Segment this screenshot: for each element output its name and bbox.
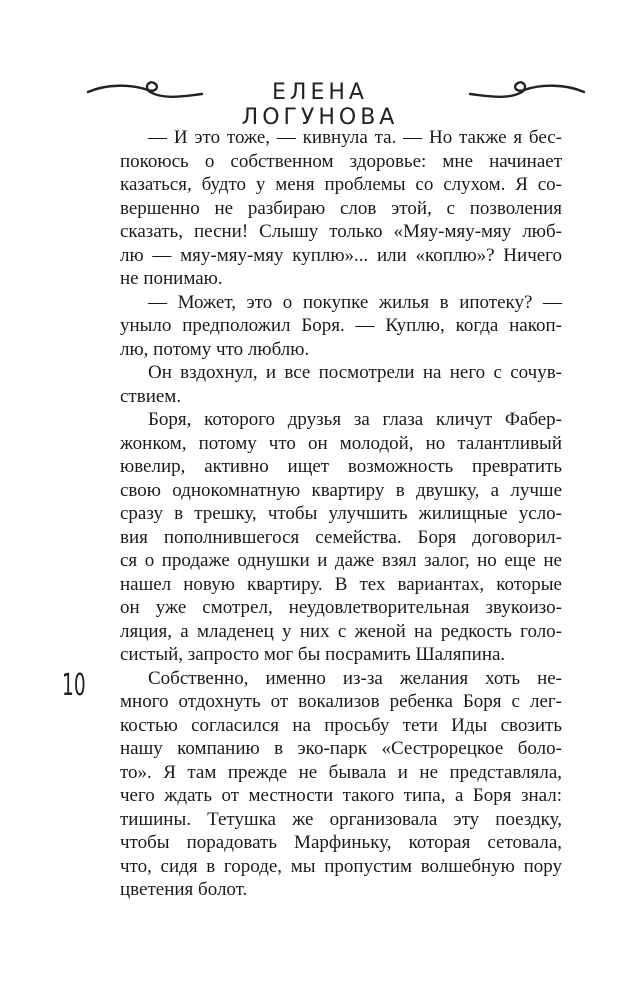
body-text [120, 126, 562, 902]
right-ornament-icon [468, 78, 586, 104]
page-number: 10 [62, 668, 86, 703]
text-line: цветения болот. [120, 879, 248, 900]
running-header [0, 74, 640, 130]
text-line: вершенно не разбираю слов этой, с позволения [120, 197, 562, 219]
text-line: то». Я там прежде не бывала и не представляла, [120, 761, 562, 783]
text-line: Он вздохнул, и все посмотрели на него с сочув- [148, 362, 562, 383]
text-line: тишины. Тетушка же организовала эту поездку, [120, 808, 562, 830]
left-ornament-icon [86, 78, 204, 104]
text-line: ствием. [120, 385, 182, 407]
text-line: лю, потому что люблю. [120, 338, 310, 360]
text-line: костью согласился на просьбу тети Иды свозить [120, 714, 562, 736]
text-line: чтобы порадовать Марфиньку, которая сетовала, [120, 832, 562, 853]
text-line: уныло предположил Боря. — Куплю, когда накоп- [120, 315, 562, 336]
text-line: — И это тоже, — кивнула та. — Но также я бес- [148, 127, 562, 148]
text-line: сразу в трешку, чтобы улучшить жилищные усло- [120, 503, 562, 524]
author-name: ЕЛЕНА ЛОГУНОВА [241, 80, 399, 130]
text-line: Боря, которого друзья за глаза кличут Фабер- [148, 409, 562, 430]
text-line: сказать, песни! Слышу только «Мяу-мяу-мяу люб- [120, 221, 562, 242]
text-line: лю — мяу-мяу-мяу куплю»... или «коплю»? Ничего [120, 244, 562, 266]
text-line: свою однокомнатную квартиру в двушку, а лучше [120, 479, 562, 501]
text-line: что, сидя в городе, мы пропустим волшебную пору [120, 855, 562, 877]
text-line: много отдохнуть от вокализов ребенка Боря с лег- [120, 691, 562, 712]
text-line: покоюсь о собственном здоровье: мне начинает [120, 150, 562, 172]
text-line: систый, запросто мог бы посрамить Шаляпина. [120, 644, 506, 665]
text-line: ся о продаже однушки и даже взял залог, но еще не [120, 550, 562, 571]
text-line: казаться, будто у меня проблемы со слухом. Я со- [120, 174, 562, 195]
text-line: чего ждать от местности такого типа, а Боря знал: [120, 785, 562, 806]
text-line: — Может, это о покупке жилья в ипотеку? — [148, 291, 562, 313]
text-line: нашел новую квартиру. В тех вариантах, которые [120, 573, 562, 595]
text-line: не понимаю. [120, 268, 223, 289]
text-line: ювелир, активно ищет возможность превратить [120, 456, 562, 477]
text-line: нашу компанию в эко-парк «Сестрорецкое боло- [120, 738, 562, 759]
text-line: он уже смотрел, неудовлетворительная звукоизо- [120, 597, 562, 618]
text-line: вия пополнившегося семейства. Боря договорил- [120, 526, 562, 548]
text-line: Собственно, именно из-за желания хоть не- [148, 667, 562, 689]
text-line: жонком, потому что он молодой, но талантливый [120, 432, 562, 454]
text-line: ляция, а младенец у них с женой на редкость голо- [120, 620, 562, 642]
